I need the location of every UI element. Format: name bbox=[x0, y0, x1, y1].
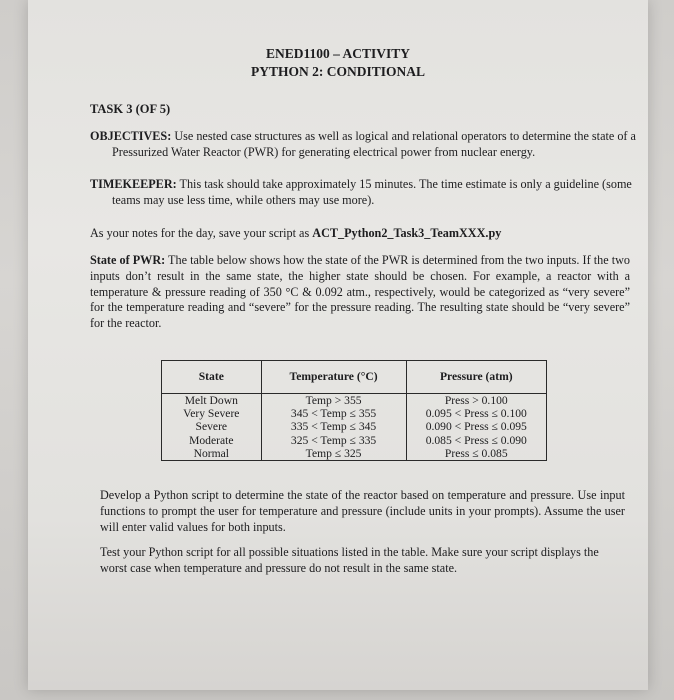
table-row bbox=[162, 447, 547, 461]
state-cell: Very Severe bbox=[162, 407, 262, 420]
temperature-cell: 325 < Temp ≤ 335 bbox=[261, 434, 406, 447]
test-instructions: Test your Python script for all possible situations listed in the table. Make sure your script displays the worst case when temperature and pressure do not result in the same state. bbox=[100, 545, 599, 575]
pwr-state-table bbox=[161, 360, 547, 461]
timekeeper-text: This task should take approximately 15 minutes. The time estimate is only a guideline (some teams may use less time, while others may use more). bbox=[112, 177, 632, 207]
header-pressure: Pressure (atm) bbox=[406, 361, 546, 394]
notes-text: As your notes for the day, save your script as bbox=[90, 226, 313, 240]
pressure-cell: 0.085 < Press ≤ 0.090 bbox=[406, 434, 546, 447]
state-cell: Moderate bbox=[162, 434, 262, 447]
pressure-cell: 0.095 < Press ≤ 0.100 bbox=[406, 407, 546, 420]
notes-paragraph bbox=[90, 226, 635, 242]
table-row bbox=[162, 420, 547, 433]
header-temperature: Temperature (°C) bbox=[261, 361, 406, 394]
header-state: State bbox=[162, 361, 262, 394]
task-heading: TASK 3 (OF 5) bbox=[90, 102, 171, 116]
temperature-cell: Temp ≤ 325 bbox=[261, 447, 406, 461]
state-cell: Normal bbox=[162, 447, 262, 461]
state-cell: Melt Down bbox=[162, 394, 262, 408]
objectives-label: OBJECTIVES: bbox=[90, 129, 172, 143]
pwr-state-text: The table below shows how the state of the PWR is determined from the two inputs. If the two inputs don’t result in the same state, the higher state should be chosen. For example, a reactor with a temperature & pressure reading of 350 °C & 0.092 atm., respectively, would be categorized as “very severe” for the temperature reading and “severe” for the pressure reading. The resulting state should be “very severe” for the reactor. bbox=[90, 253, 630, 331]
objectives-paragraph bbox=[90, 129, 657, 161]
table-header-row bbox=[162, 361, 547, 394]
timekeeper-label: TIMEKEEPER: bbox=[90, 177, 177, 191]
table-row bbox=[162, 394, 547, 408]
pressure-cell: Press > 0.100 bbox=[406, 394, 546, 408]
objectives-text: Use nested case structures as well as logical and relational operators to determine the state of a Pressurized Water Reactor (PWR) for generating electrical power from nuclear energy. bbox=[112, 129, 636, 159]
pressure-cell: Press ≤ 0.085 bbox=[406, 447, 546, 461]
table-row bbox=[162, 434, 547, 447]
document-page bbox=[28, 0, 648, 690]
timekeeper-paragraph bbox=[90, 177, 657, 209]
pressure-cell: 0.090 < Press ≤ 0.095 bbox=[406, 420, 546, 433]
temperature-cell: Temp > 355 bbox=[261, 394, 406, 408]
activity-subtitle: PYTHON 2: CONDITIONAL bbox=[250, 64, 425, 79]
temperature-cell: 345 < Temp ≤ 355 bbox=[261, 407, 406, 420]
pwr-state-paragraph bbox=[90, 253, 630, 332]
state-cell: Severe bbox=[162, 420, 262, 433]
pwr-state-label: State of PWR: bbox=[90, 253, 166, 267]
script-filename: ACT_Python2_Task3_TeamXXX.py bbox=[312, 226, 502, 240]
temperature-cell: 335 < Temp ≤ 345 bbox=[261, 420, 406, 433]
table-row bbox=[162, 407, 547, 420]
course-title: ENED1100 – ACTIVITY bbox=[265, 46, 411, 61]
develop-instructions: Develop a Python script to determine the state of the reactor based on temperature and pressure. Use input functions to prompt the user for temperature and pressure (include units in your prompts). Assume the user will enter valid values for both inputs. bbox=[100, 488, 625, 534]
